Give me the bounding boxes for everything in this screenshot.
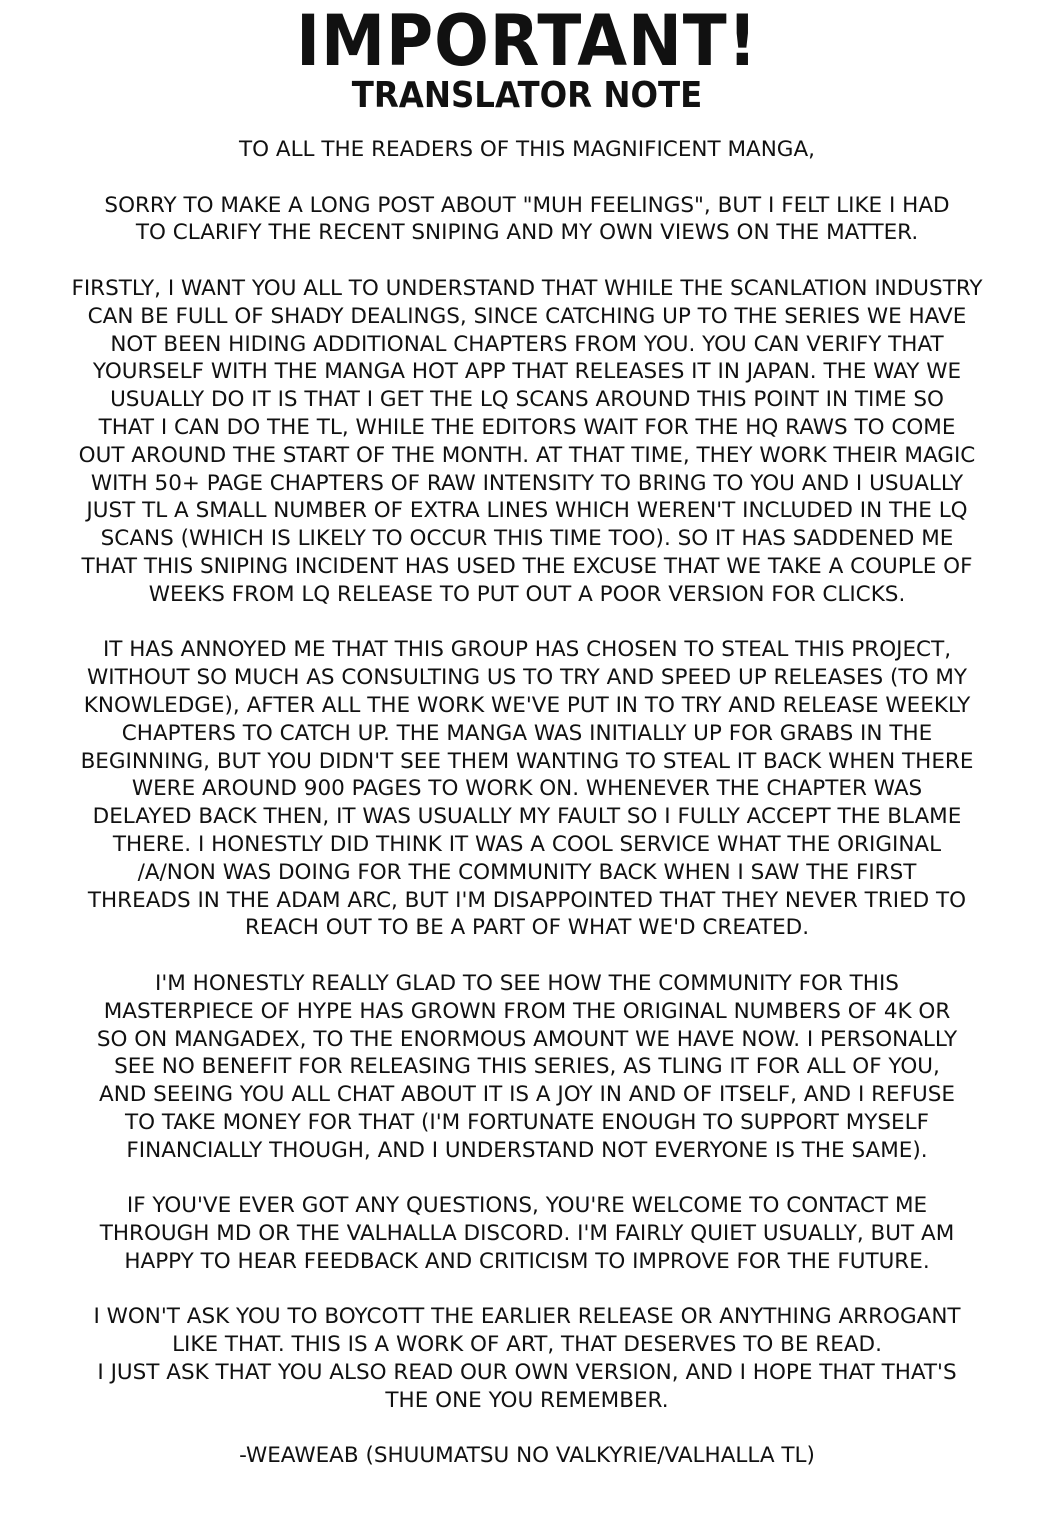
note-greeting: TO ALL THE READERS OF THIS MAGNIFICENT MANGA, (238, 137, 815, 162)
note-paragraph-1: SORRY TO MAKE A LONG POST ABOUT "MUH FEELINGS", BUT I FELT LIKE I HAD TO CLARIFY THE RECENT SNIPING AND MY OWN VIEWS ON THE MATTER. (104, 192, 950, 246)
note-paragraph-2: FIRSTLY, I WANT YOU ALL TO UNDERSTAND THAT WHILE THE SCANLATION INDUSTRY CAN BE FULL OF SHADY DEALINGS, SINCE CATCHING UP TO THE SERIES WE HAVE NOT BEEN HIDING ADDITIONAL CHAPTERS FROM YOU. YOU CAN VERIFY THAT YOURSELF WITH THE MANGA HOT APP THAT RELEASES IT IN JAPAN. THE WAY WE USUALLY DO IT IS THAT I GET THE LQ SCANS AROUND THIS POINT IN TIME SO THAT I CAN DO THE TL, WHILE THE EDITORS WAIT FOR THE HQ RAWS TO COME OUT AROUND THE START OF THE MONTH. AT THAT TIME, THEY WORK THEIR MAGIC WITH 50+ PAGE CHAPTERS OF RAW INTENSITY TO BRING TO YOU AND I USUALLY JUST TL A SMALL NUMBER OF EXTRA LINES WHICH WEREN'T INCLUDED IN THE LQ SCANS (WHICH IS LIKELY TO OCCUR THIS TIME TOO). SO IT HAS SADDENED ME THAT THIS SNIPING INCIDENT HAS USED THE EXCUSE THAT WE TAKE A COUPLE OF WEEKS FROM LQ RELEASE TO PUT OUT A POOR VERSION FOR CLICKS. (71, 275, 983, 607)
note-paragraph-4: I'M HONESTLY REALLY GLAD TO SEE HOW THE COMMUNITY FOR THIS MASTERPIECE OF HYPE HAS GROWN FROM THE ORIGINAL NUMBERS OF 4K OR SO ON MANGADEX, TO THE ENORMOUS AMOUNT WE HAVE NOW. I PERSONALLY SEE NO BENEFIT FOR RELEASING THIS SERIES, AS TLING IT FOR ALL OF YOU, AND SEEING YOU ALL CHAT ABOUT IT IS A JOY IN AND OF ITSELF, AND I REFUSE TO TAKE MONEY FOR THAT (I'M FORTUNATE ENOUGH TO SUPPORT MYSELF FINANCIALLY THOUGH, AND I UNDERSTAND NOT EVERYONE IS THE SAME). (96, 970, 958, 1163)
note-paragraph-3: IT HAS ANNOYED ME THAT THIS GROUP HAS CHOSEN TO STEAL THIS PROJECT, WITHOUT SO MUCH AS CONSULTING US TO TRY AND SPEED UP RELEASES (TO MY KNOWLEDGE), AFTER ALL THE WORK WE'VE PUT IN TO TRY AND RELEASE WEEKLY CHAPTERS TO CATCH UP. THE MANGA WAS INITIALLY UP FOR GRABS IN THE BEGINNING, BUT YOU DIDN'T SEE THEM WANTING TO STEAL IT BACK WHEN THERE WERE AROUND 900 PAGES TO WORK ON. WHENEVER THE CHAPTER WAS DELAYED BACK THEN, IT WAS USUALLY MY FAULT SO I FULLY ACCEPT THE BLAME THERE. I HONESTLY DID THINK IT WAS A COOL SERVICE WHAT THE ORIGINAL /A/NON WAS DOING FOR THE COMMUNITY BACK WHEN I SAW THE FIRST THREADS IN THE ADAM ARC, BUT I'M DISAPPOINTED THAT THEY NEVER TRIED TO REACH OUT TO BE A PART OF WHAT WE'D CREATED. (80, 637, 974, 941)
note-subtitle: TRANSLATOR NOTE (351, 75, 703, 116)
note-title: IMPORTANT! (296, 0, 758, 82)
note-paragraph-5: IF YOU'VE EVER GOT ANY QUESTIONS, YOU'RE WELCOME TO CONTACT ME THROUGH MD OR THE VALHALLA DISCORD. I'M FAIRLY QUIET USUALLY, BUT AM HAPPY TO HEAR FEEDBACK AND CRITICISM TO IMPROVE FOR THE FUTURE. (99, 1193, 955, 1274)
note-signature: -WEAWEAB (SHUUMATSU NO VALKYRIE/VALHALLA TL) (239, 1443, 815, 1469)
note-paragraph-6: I WON'T ASK YOU TO BOYCOTT THE EARLIER RELEASE OR ANYTHING ARROGANT LIKE THAT. THIS IS A WORK OF ART, THAT DESERVES TO BE READ. I JUST ASK THAT YOU ALSO READ OUR OWN VERSION, AND I HOPE THAT THAT'S THE ONE YOU REMEMBER. (93, 1304, 961, 1413)
note-body (20, 136, 1034, 1470)
